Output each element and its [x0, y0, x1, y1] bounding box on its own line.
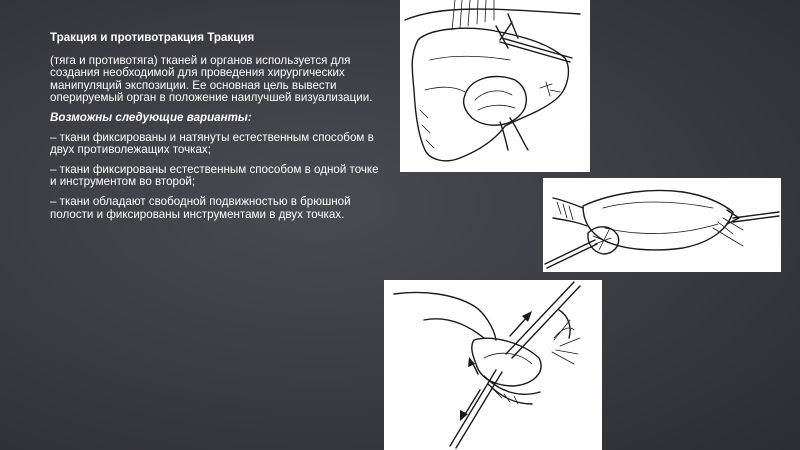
variant-item: – ткани фиксированы естественным способом в одной точке и инструментом во второй; — [50, 162, 379, 189]
two-graspers-illustration — [543, 178, 781, 272]
intro-paragraph: (тяга и противотяга) тканей и органов используется для создания необходимой для проведения хирургических манипуляций экспозиции. Ее основная цель вывести оперируемый орган в положение наилучшей визуализации. — [50, 53, 373, 105]
traction-arrows-illustration — [384, 280, 602, 450]
liver-gallbladder-illustration — [400, 0, 590, 172]
slide-title: Тракция и противотракция Тракция — [50, 31, 255, 44]
text-block — [50, 32, 380, 228]
variant-item: – ткани обладают свободной подвижностью в брюшной полости и фиксированы инструментами в двух точках. — [50, 194, 351, 221]
variants-heading: Возможны следующие варианты: — [50, 110, 252, 124]
variant-item: – ткани фиксированы и натянуты естественным способом в двух противолежащих точках; — [50, 130, 374, 157]
